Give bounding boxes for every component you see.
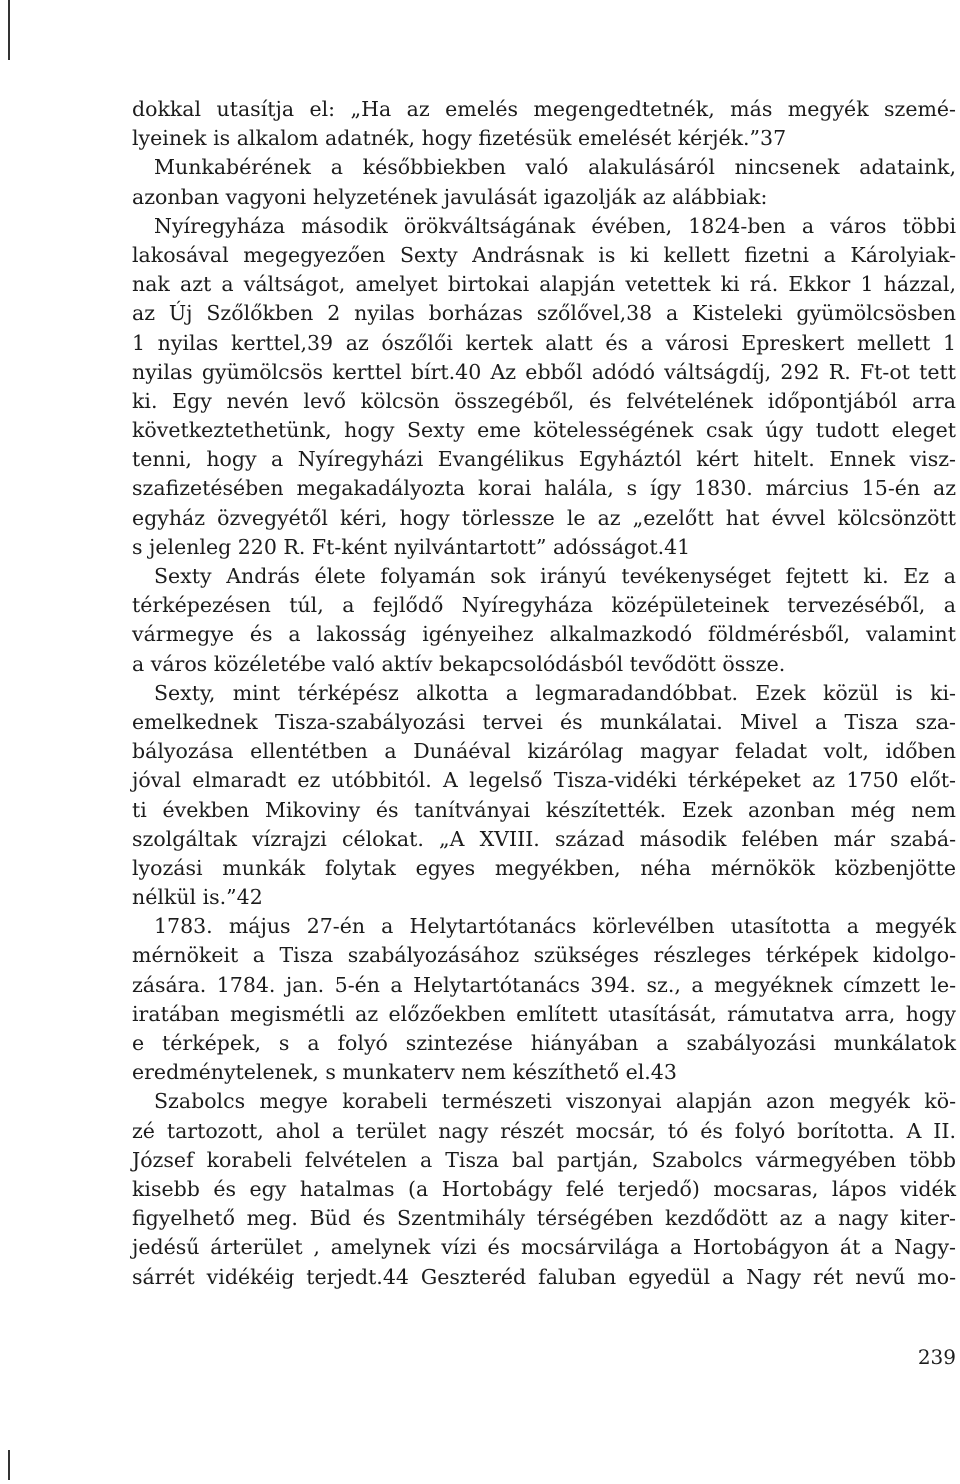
text-line: egyház özvegyétől kéri, hogy törlessze le az „ezelőtt hat évvel kölcsönzött xyxy=(132,505,956,530)
text-line: az Új Szőlőkben 2 nyilas borházas szőlővel,38 a Kisteleki gyümölcsösben xyxy=(132,301,956,326)
text-line: nak azt a váltságot, amelyet birtokai alapján vetettek ki rá. Ekkor 1 házzal, xyxy=(132,272,956,297)
text-line: sárrét vidékéig terjedt.44 Geszteréd faluban egyedül a Nagy rét nevű mo- xyxy=(132,1264,956,1289)
scan-edge-mark-top xyxy=(8,0,10,60)
text-line: zé tartozott, ahol a terület nagy részét mocsár, tó és folyó borította. A II. xyxy=(132,1118,956,1143)
text-line: vármegye és a lakosság igényeihez alkalmazkodó földmérésből, valamint xyxy=(132,622,956,647)
text-line: e térképek, s a folyó szintezése hiányában a szabályozási munkálatok xyxy=(132,1031,956,1055)
text-line: a város közéletébe való aktív bekapcsolódásból tevődött össze. xyxy=(132,651,786,676)
text-line: bályozása ellentétben a Dunáéval kizárólag magyar feladat volt, időben xyxy=(132,739,956,764)
text-line: térképezésen túl, a fejlődő Nyíregyháza középületeinek tervezéséből, a xyxy=(132,593,956,618)
scan-edge-mark-bottom xyxy=(8,1450,10,1480)
text-line: mérnökeit a Tisza szabályozásához szükséges részleges térképek kidolgo- xyxy=(132,943,956,968)
text-line: kisebb és egy hatalmas (a Hortobágy felé terjedő) mocsaras, lápos vidék xyxy=(132,1176,956,1201)
text-line: s jelenleg 220 R. Ft-ként nyilvántartott” adósságot.41 xyxy=(132,534,691,559)
text-line: Sexty András élete folyamán sok irányú tevékenységet fejtett ki. Ez a xyxy=(154,564,956,588)
text-line: szolgáltak vízrajzi célokat. „A XVIII. század második felében már szabá- xyxy=(132,826,956,851)
text-line: 1783. május 27-én a Helytartótanács körlevélben utasította a megyék xyxy=(154,914,956,939)
text-line: jóval elmaradt ez utóbbitól. A legelső Tisza-vidéki térképeket az 1750 előt- xyxy=(132,768,956,793)
text-line: jedésű árterület , amelynek vízi és mocsárvilága a Hortobágyon át a Nagy- xyxy=(132,1235,956,1260)
text-line: dokkal utasítja el: „Ha az emelés megengedtetnék, más megyék szemé- xyxy=(132,97,956,121)
text-line: eredménytelenek, s munkaterv nem készíthető el.43 xyxy=(132,1060,677,1085)
text-line: lakosával megegyezően Sexty Andrásnak is ki kellett fizetni a Károlyiak- xyxy=(132,242,956,267)
text-line: lyeinek is alkalom adatnék, hogy fizetésük emelését kérjék.”37 xyxy=(132,126,787,151)
text-line: Szabolcs megye korabeli természeti viszonyai alapján azon megyék kö- xyxy=(154,1089,956,1114)
text-line: iratában megismétli az előzőekben említett utasítását, rámutatva arra, hogy xyxy=(132,1001,956,1026)
text-line: 1 nyilas kerttel,39 az ószőlői kertek alatt és a városi Epreskert mellett 1 xyxy=(132,330,956,355)
text-line: szafizetésében megakadályozta korai halála, s így 1830. március 15-én az xyxy=(132,476,956,501)
page-number: 239 xyxy=(917,1345,956,1369)
text-line: tenni, hogy a Nyíregyházi Evangélikus Egyháztól kért hitelt. Ennek visz- xyxy=(132,447,956,472)
text-line: zására. 1784. jan. 5-én a Helytartótanács 394. sz., a megyéknek címzett le- xyxy=(132,972,956,997)
text-line: Munkabérének a későbbiekben való alakulásáról nincsenek adataink, xyxy=(154,155,956,180)
text-line: nyilas gyümölcsös kerttel bírt.40 Az ebből adódó váltságdíj, 292 R. Ft-ot tett xyxy=(132,359,956,384)
text-line: ki. Egy nevén levő kölcsön összegéből, és felvételének időpontjából arra xyxy=(132,388,956,413)
text-line: lyozási munkák folytak egyes megyékben, néha mérnökök közbenjötte xyxy=(132,855,956,880)
text-line: figyelhető meg. Büd és Szentmihály térségében kezdődött az a nagy kiter- xyxy=(132,1206,956,1231)
text-line: József korabeli felvételen a Tisza bal partján, Szabolcs vármegyében több xyxy=(132,1147,956,1172)
text-line: ti években Mikoviny és tanítványai készítették. Ezek azonban még nem xyxy=(132,797,956,822)
text-line: Sexty, mint térképész alkotta a legmaradandóbbat. Ezek közül is ki- xyxy=(154,680,956,705)
text-line: emelkednek Tisza-szabályozási tervei és munkálatai. Mivel a Tisza sza- xyxy=(132,709,956,734)
text-line: azonban vagyoni helyzetének javulását igazolják az alábbiak: xyxy=(132,184,768,209)
page-body xyxy=(132,95,956,1292)
text-line: következtethetünk, hogy Sexty eme kötelességének csak úgy tudott eleget xyxy=(132,418,956,443)
text-line: Nyíregyháza második örökváltságának évében, 1824-ben a város többi xyxy=(154,213,956,238)
text-line: nélkül is.”42 xyxy=(132,885,263,910)
